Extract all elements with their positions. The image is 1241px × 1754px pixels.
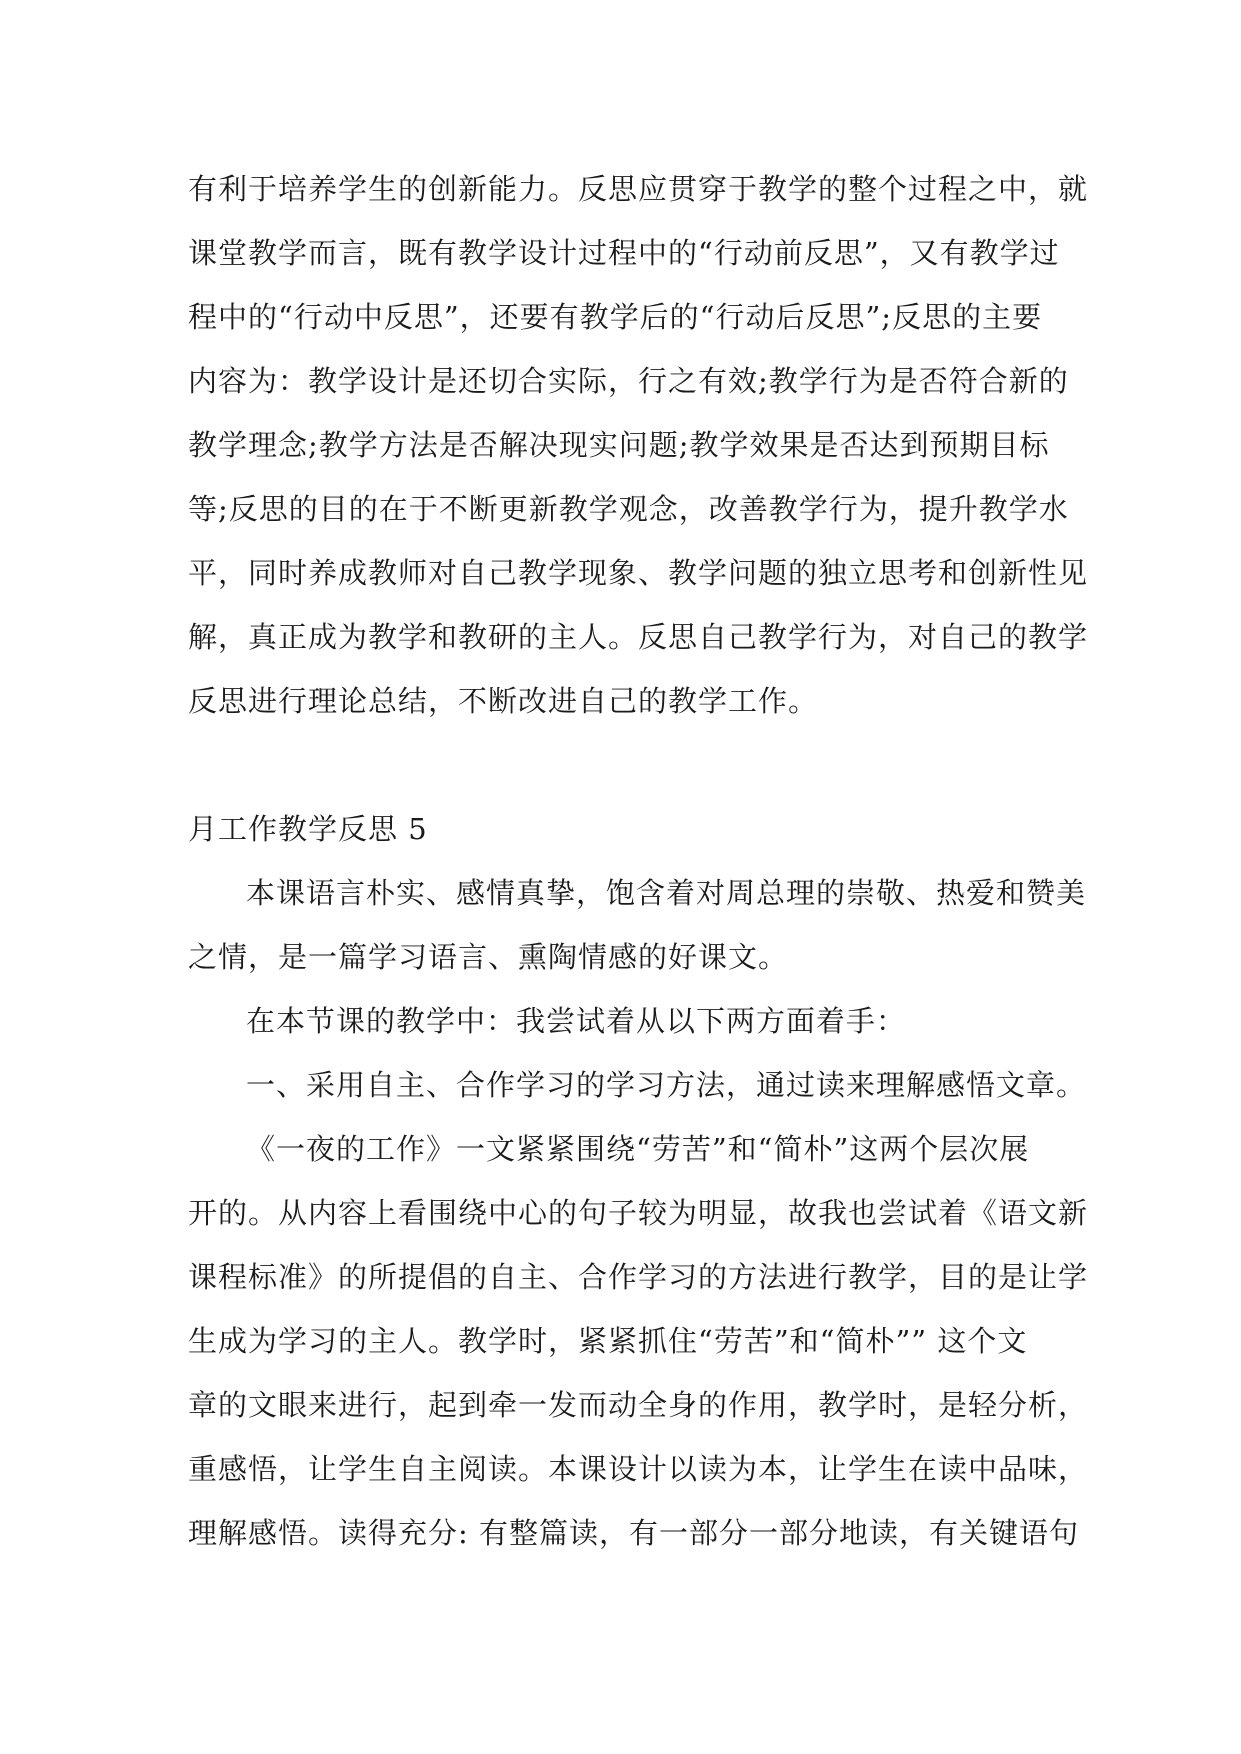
text-line: 课堂教学而言，既有教学设计过程中的“行动前反思”，又有教学过 <box>188 236 1060 270</box>
paragraph <box>188 989 1060 1053</box>
text-line: 章的文眼来进行，起到牵一发而动全身的作用，教学时，是轻分析， <box>188 1388 1089 1422</box>
text-line: 有利于培养学生的创新能力。反思应贯穿于教学的整个过程之中，就 <box>188 172 1089 206</box>
text-line: 等;反思的目的在于不断更新教学观念，改善教学行为，提升教学水 <box>188 492 1069 526</box>
document-body <box>188 157 1089 1565</box>
text-line: 反思进行理论总结，不断改进自己的教学工作。 <box>188 684 819 718</box>
paragraph <box>188 861 1087 989</box>
text-line: 重感悟，让学生自主阅读。本课设计以读为本，让学生在读中品味， <box>188 1452 1089 1486</box>
text-line: 教学理念;教学方法是否解决现实问题;教学效果是否达到预期目标 <box>188 428 1050 462</box>
text-line: 理解感悟。读得充分: 有整篇读，有一部分一部分地读，有关键语句 <box>188 1516 1079 1550</box>
text-line: 一、采用自主、合作学习的学习方法，通过读来理解感悟文章。 <box>246 1068 1087 1102</box>
text-line: 在本节课的教学中：我尝试着从以下两方面着手： <box>246 1004 907 1038</box>
text-line: 程中的“行动中反思”，还要有教学后的“行动后反思”;反思的主要 <box>188 300 1043 334</box>
text-line: 之情，是一篇学习语言、熏陶情感的好课文。 <box>188 940 789 974</box>
text-line: 生成为学习的主人。教学时，紧紧抓住“劳苦”和“简朴”” 这个文 <box>188 1324 1028 1358</box>
text-line: 内容为：教学设计是还切合实际，行之有效;教学行为是否符合新的 <box>188 364 1069 398</box>
paragraph <box>188 1053 1087 1117</box>
text-line: 开的。从内容上看围绕中心的句子较为明显，故我也尝试着《语文新 <box>188 1196 1089 1230</box>
paragraph-continued <box>188 157 1089 733</box>
text-line: 解，真正成为教学和教研的主人。反思自己教学行为，对自己的教学 <box>188 620 1089 654</box>
paragraph-spacer <box>188 733 1060 797</box>
text-line: 本课语言朴实、感情真挚，饱含着对周总理的崇敬、热爱和赞美 <box>246 876 1087 910</box>
text-line: 平，同时养成教师对自己教学现象、教学问题的独立思考和创新性见 <box>188 556 1089 590</box>
text-line: 《一夜的工作》一文紧紧围绕“劳苦”和“简朴”这两个层次展 <box>246 1132 1030 1166</box>
section-title: 月工作教学反思 5 <box>188 812 428 846</box>
text-line: 课程标准》的所提倡的自主、合作学习的方法进行教学，目的是让学 <box>188 1260 1089 1294</box>
paragraph <box>188 1117 1089 1565</box>
